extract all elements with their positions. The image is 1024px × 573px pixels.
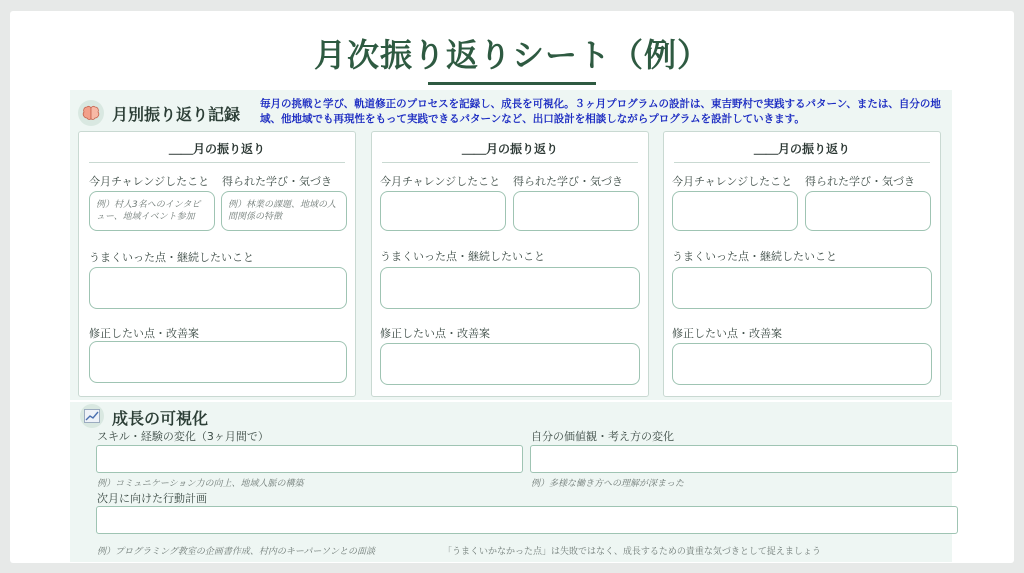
footer-note: 「うまくいかなかった点」は失敗ではなく、成長するための貴重な気づきとして捉えましょう xyxy=(443,547,821,557)
learning-field[interactable] xyxy=(513,191,639,231)
challenge-hint xyxy=(381,192,505,206)
challenge-field[interactable] xyxy=(380,191,506,231)
learning-field[interactable] xyxy=(805,191,931,231)
action-plan-label: 次月に向けた行動計画 xyxy=(97,492,207,505)
page-title: 月次振り返りシート（例） xyxy=(313,36,710,74)
challenge-label: 今月チャレンジしたこと xyxy=(380,175,501,188)
month-card-3 xyxy=(663,131,941,397)
skills-change-hint: 例）コミュニケーション力の向上、地域人脈の構築 xyxy=(97,479,304,489)
monthly-record-title: 月別振り返り記録 xyxy=(112,105,241,124)
learning-label: 得られた学び・気づき xyxy=(805,175,915,188)
learning-hint: 例）林業の課題、地域の人間関係の特徴 xyxy=(228,200,337,222)
improvement-field[interactable] xyxy=(672,343,932,385)
monthly-record-description: 毎月の挑戦と学び、軌道修正のプロセスを記録し、成長を可視化。３ヶ月プログラムの設計は、東吉野村で実践するパターン、または、自分の地域、他地域でも再現性をもって実践できるパターンなど、出口設計を相談しながらプログラムを設計していきます。 xyxy=(260,98,941,125)
improvement-label: 修正したい点・改善案 xyxy=(672,327,782,340)
challenge-hint: 例）村人3名へのインタビュー、地域イベント参加 xyxy=(96,200,201,222)
title-underline xyxy=(428,82,596,85)
learning-label: 得られた学び・気づき xyxy=(513,175,623,188)
action-plan-hint: 例）プログラミング教室の企画書作成、村内のキーパーソンとの面談 xyxy=(97,547,376,557)
improvement-label: 修正したい点・改善案 xyxy=(380,327,490,340)
challenge-hint xyxy=(673,192,797,206)
month-card-2 xyxy=(371,131,649,397)
challenge-label: 今月チャレンジしたこと xyxy=(89,175,210,188)
learning-field[interactable] xyxy=(221,191,347,231)
improvement-label: 修正したい点・改善案 xyxy=(89,327,199,340)
good-points-label: うまくいった点・継続したいこと xyxy=(89,251,254,264)
learning-label: 得られた学び・気づき xyxy=(222,175,332,188)
good-points-field[interactable] xyxy=(380,267,640,309)
month-card-1 xyxy=(78,131,356,397)
challenge-field[interactable] xyxy=(89,191,215,231)
challenge-field[interactable] xyxy=(672,191,798,231)
good-points-label: うまくいった点・継続したいこと xyxy=(380,250,545,263)
good-points-label: うまくいった点・継続したいこと xyxy=(672,250,837,263)
improvement-field[interactable] xyxy=(89,341,347,383)
month-card-heading: ＿＿月の振り返り xyxy=(89,140,345,163)
month-card-heading: ＿＿月の振り返り xyxy=(382,140,638,163)
challenge-label: 今月チャレンジしたこと xyxy=(672,175,793,188)
skills-change-label: スキル・経験の変化（3ヶ月間で） xyxy=(97,430,269,443)
learning-hint xyxy=(514,192,638,206)
values-change-label: 自分の価値観・考え方の変化 xyxy=(531,430,674,443)
good-points-field[interactable] xyxy=(672,267,932,309)
good-points-field[interactable] xyxy=(89,267,347,309)
improvement-field[interactable] xyxy=(380,343,640,385)
month-card-heading: ＿＿月の振り返り xyxy=(674,140,930,163)
learning-hint xyxy=(806,192,930,206)
values-change-field[interactable] xyxy=(530,445,958,473)
brain-icon xyxy=(78,100,104,126)
values-change-hint: 例）多様な働き方への理解が深まった xyxy=(531,479,685,489)
chart-line-icon xyxy=(80,404,104,428)
skills-change-field[interactable] xyxy=(96,445,523,473)
action-plan-field[interactable] xyxy=(96,506,958,534)
growth-title: 成長の可視化 xyxy=(112,409,209,428)
